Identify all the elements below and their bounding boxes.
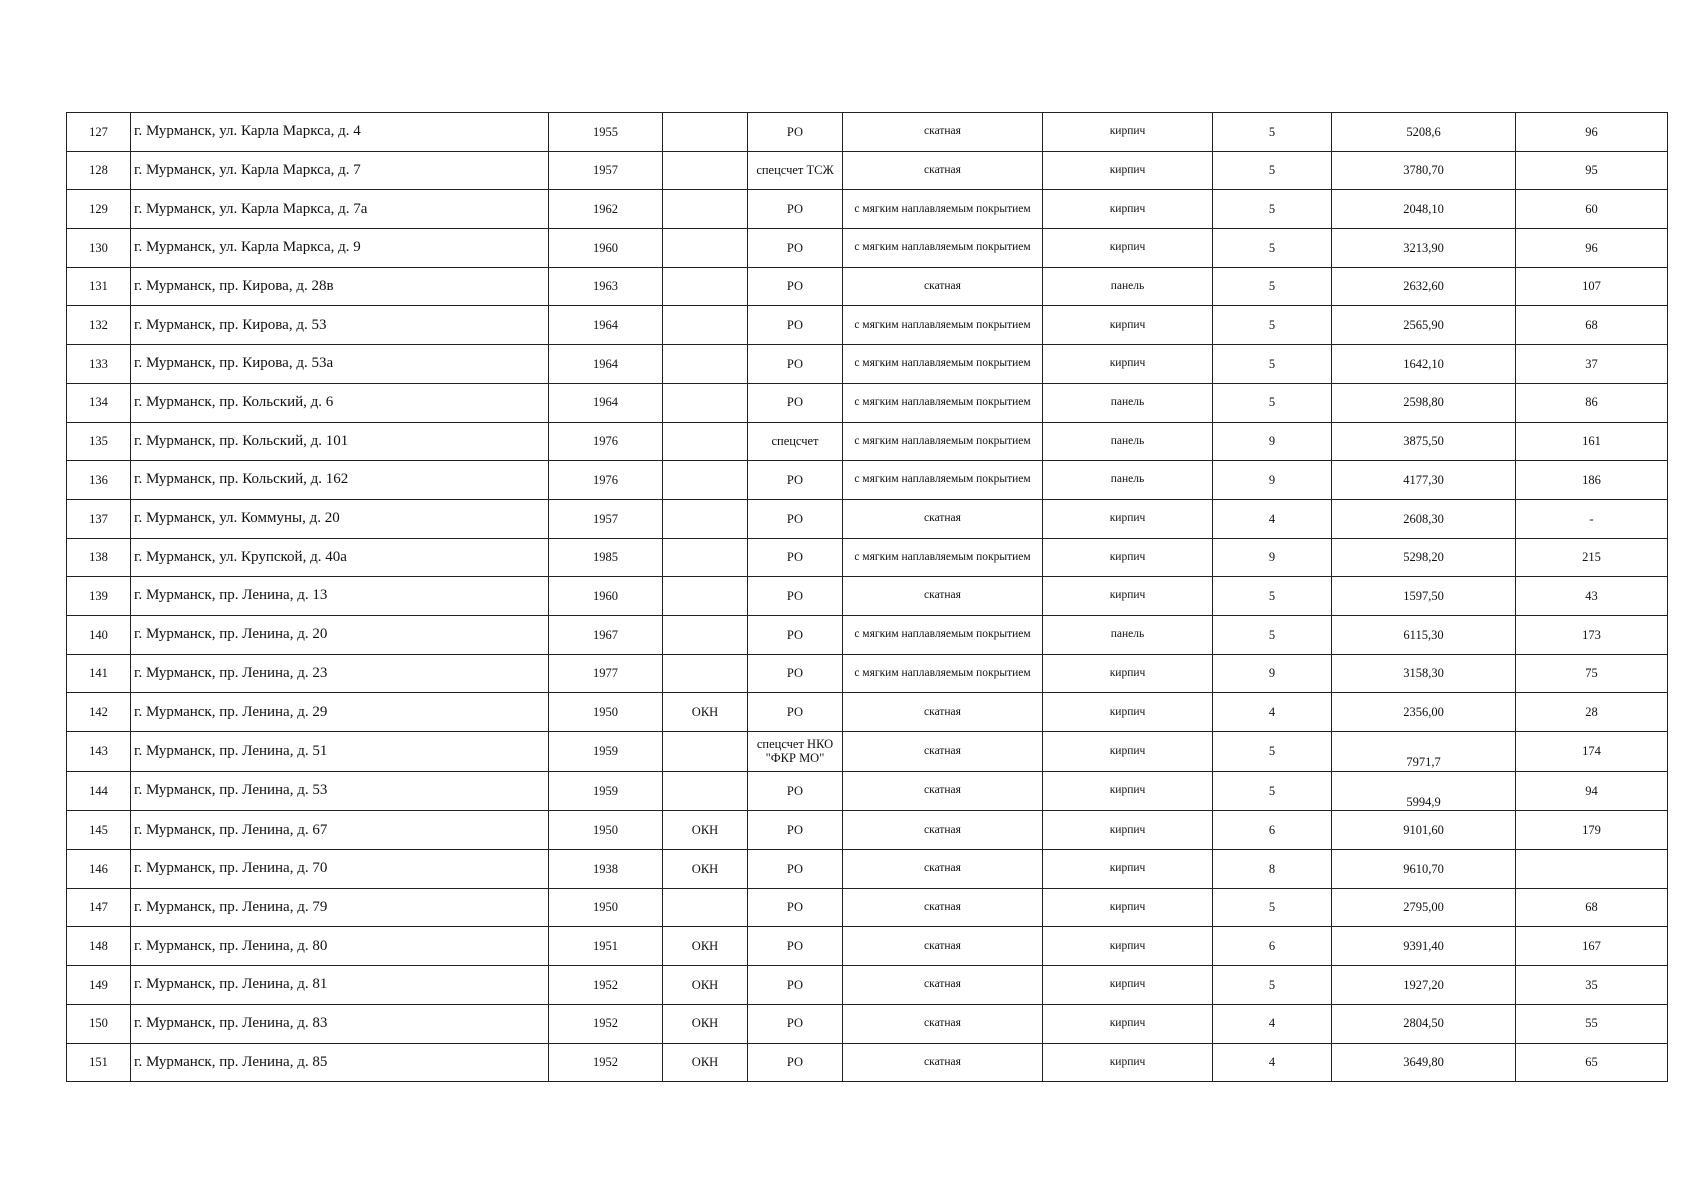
floors-cell: 5 [1213, 771, 1332, 811]
residents-cell: 43 [1516, 577, 1668, 616]
roof-cell: скатная [843, 732, 1043, 772]
year-cell: 1957 [549, 151, 663, 190]
table-row [67, 113, 1668, 152]
floors-cell: 4 [1213, 1043, 1332, 1082]
row-number: 130 [67, 229, 131, 268]
fund-cell: РО [748, 966, 843, 1005]
roof-cell: с мягким наплавляемым покрытием [843, 383, 1043, 422]
fund-cell: РО [748, 383, 843, 422]
row-number: 131 [67, 267, 131, 306]
row-number: 139 [67, 577, 131, 616]
floors-cell: 5 [1213, 732, 1332, 772]
residents-cell: 174 [1516, 732, 1668, 772]
fund-cell: РО [748, 538, 843, 577]
fund-cell: РО [748, 615, 843, 654]
roof-cell: скатная [843, 1043, 1043, 1082]
area-cell: 6115,30 [1332, 615, 1516, 654]
row-number: 127 [67, 113, 131, 152]
fund-cell: РО [748, 811, 843, 850]
roof-cell: с мягким наплавляемым покрытием [843, 615, 1043, 654]
address-cell: г. Мурманск, ул. Карла Маркса, д. 9 [131, 229, 549, 268]
address-cell: г. Мурманск, пр. Кирова, д. 53а [131, 345, 549, 384]
residents-cell: 86 [1516, 383, 1668, 422]
walls-cell: кирпич [1043, 693, 1213, 732]
floors-cell: 5 [1213, 190, 1332, 229]
year-cell: 1950 [549, 811, 663, 850]
row-number: 140 [67, 615, 131, 654]
okn-cell [663, 151, 748, 190]
row-number: 132 [67, 306, 131, 345]
walls-cell: кирпич [1043, 771, 1213, 811]
floors-cell: 9 [1213, 654, 1332, 693]
okn-cell [663, 771, 748, 811]
area-cell: 3649,80 [1332, 1043, 1516, 1082]
walls-cell: кирпич [1043, 1004, 1213, 1043]
residents-cell: 68 [1516, 306, 1668, 345]
area-cell: 2632,60 [1332, 267, 1516, 306]
fund-cell: РО [748, 1043, 843, 1082]
table-row [67, 345, 1668, 384]
okn-cell [663, 190, 748, 229]
fund-cell: РО [748, 267, 843, 306]
row-number: 144 [67, 771, 131, 811]
table-row [67, 422, 1668, 461]
roof-cell: с мягким наплавляемым покрытием [843, 422, 1043, 461]
table-row [67, 151, 1668, 190]
row-number: 149 [67, 966, 131, 1005]
residents-cell: 75 [1516, 654, 1668, 693]
fund-cell: РО [748, 461, 843, 500]
floors-cell: 5 [1213, 383, 1332, 422]
floors-cell: 9 [1213, 422, 1332, 461]
area-cell: 1927,20 [1332, 966, 1516, 1005]
row-number: 146 [67, 850, 131, 889]
address-cell: г. Мурманск, пр. Ленина, д. 79 [131, 888, 549, 927]
walls-cell: панель [1043, 383, 1213, 422]
row-number: 135 [67, 422, 131, 461]
residents-cell: 96 [1516, 113, 1668, 152]
row-number: 147 [67, 888, 131, 927]
roof-cell: с мягким наплавляемым покрытием [843, 345, 1043, 384]
address-cell: г. Мурманск, пр. Ленина, д. 81 [131, 966, 549, 1005]
table-row [67, 732, 1668, 772]
table-row [67, 499, 1668, 538]
address-cell: г. Мурманск, пр. Ленина, д. 51 [131, 732, 549, 772]
walls-cell: кирпич [1043, 966, 1213, 1005]
okn-cell: ОКН [663, 966, 748, 1005]
residents-cell: - [1516, 499, 1668, 538]
walls-cell: кирпич [1043, 811, 1213, 850]
address-cell: г. Мурманск, пр. Ленина, д. 80 [131, 927, 549, 966]
residents-cell: 37 [1516, 345, 1668, 384]
year-cell: 1938 [549, 850, 663, 889]
table-row [67, 693, 1668, 732]
area-cell: 2048,10 [1332, 190, 1516, 229]
residents-cell: 35 [1516, 966, 1668, 1005]
table-row [67, 190, 1668, 229]
fund-cell: спецсчет [748, 422, 843, 461]
address-cell: г. Мурманск, пр. Ленина, д. 29 [131, 693, 549, 732]
okn-cell: ОКН [663, 1043, 748, 1082]
floors-cell: 5 [1213, 888, 1332, 927]
okn-cell [663, 345, 748, 384]
year-cell: 1959 [549, 771, 663, 811]
area-cell: 3213,90 [1332, 229, 1516, 268]
address-cell: г. Мурманск, пр. Ленина, д. 70 [131, 850, 549, 889]
okn-cell [663, 654, 748, 693]
row-number: 151 [67, 1043, 131, 1082]
residents-cell: 95 [1516, 151, 1668, 190]
residents-cell: 96 [1516, 229, 1668, 268]
year-cell: 1964 [549, 306, 663, 345]
roof-cell: скатная [843, 888, 1043, 927]
year-cell: 1964 [549, 383, 663, 422]
year-cell: 1959 [549, 732, 663, 772]
roof-cell: скатная [843, 113, 1043, 152]
residents-cell: 186 [1516, 461, 1668, 500]
fund-cell: РО [748, 229, 843, 268]
fund-cell: РО [748, 654, 843, 693]
table-row [67, 966, 1668, 1005]
okn-cell [663, 461, 748, 500]
fund-cell: РО [748, 1004, 843, 1043]
year-cell: 1957 [549, 499, 663, 538]
roof-cell: скатная [843, 267, 1043, 306]
roof-cell: скатная [843, 577, 1043, 616]
residents-cell: 65 [1516, 1043, 1668, 1082]
okn-cell [663, 615, 748, 654]
okn-cell [663, 422, 748, 461]
year-cell: 1964 [549, 345, 663, 384]
area-cell: 2565,90 [1332, 306, 1516, 345]
floors-cell: 5 [1213, 229, 1332, 268]
roof-cell: скатная [843, 151, 1043, 190]
walls-cell: панель [1043, 267, 1213, 306]
table-row [67, 850, 1668, 889]
address-cell: г. Мурманск, ул. Крупской, д. 40а [131, 538, 549, 577]
address-cell: г. Мурманск, пр. Ленина, д. 83 [131, 1004, 549, 1043]
address-cell: г. Мурманск, пр. Ленина, д. 85 [131, 1043, 549, 1082]
year-cell: 1950 [549, 693, 663, 732]
row-number: 145 [67, 811, 131, 850]
roof-cell: с мягким наплавляемым покрытием [843, 654, 1043, 693]
residents-cell: 94 [1516, 771, 1668, 811]
roof-cell: скатная [843, 966, 1043, 1005]
okn-cell [663, 499, 748, 538]
okn-cell [663, 229, 748, 268]
fund-cell: РО [748, 577, 843, 616]
area-cell: 5994,9 [1332, 771, 1516, 811]
okn-cell: ОКН [663, 811, 748, 850]
year-cell: 1950 [549, 888, 663, 927]
residents-cell: 28 [1516, 693, 1668, 732]
table-body [67, 113, 1668, 1082]
walls-cell: панель [1043, 615, 1213, 654]
floors-cell: 6 [1213, 811, 1332, 850]
roof-cell: скатная [843, 811, 1043, 850]
row-number: 143 [67, 732, 131, 772]
row-number: 136 [67, 461, 131, 500]
address-cell: г. Мурманск, пр. Кирова, д. 53 [131, 306, 549, 345]
floors-cell: 5 [1213, 615, 1332, 654]
year-cell: 1960 [549, 229, 663, 268]
roof-cell: скатная [843, 927, 1043, 966]
year-cell: 1952 [549, 1043, 663, 1082]
table-row [67, 577, 1668, 616]
residents-cell: 60 [1516, 190, 1668, 229]
table-row [67, 461, 1668, 500]
walls-cell: кирпич [1043, 190, 1213, 229]
row-number: 148 [67, 927, 131, 966]
floors-cell: 4 [1213, 693, 1332, 732]
fund-cell: РО [748, 771, 843, 811]
residents-cell: 167 [1516, 927, 1668, 966]
area-cell: 3780,70 [1332, 151, 1516, 190]
fund-cell: РО [748, 850, 843, 889]
fund-cell: РО [748, 888, 843, 927]
year-cell: 1960 [549, 577, 663, 616]
area-cell: 2804,50 [1332, 1004, 1516, 1043]
area-cell: 2598,80 [1332, 383, 1516, 422]
row-number: 134 [67, 383, 131, 422]
roof-cell: с мягким наплавляемым покрытием [843, 190, 1043, 229]
address-cell: г. Мурманск, пр. Ленина, д. 67 [131, 811, 549, 850]
year-cell: 1952 [549, 1004, 663, 1043]
address-cell: г. Мурманск, ул. Карла Маркса, д. 4 [131, 113, 549, 152]
area-cell: 3875,50 [1332, 422, 1516, 461]
walls-cell: кирпич [1043, 538, 1213, 577]
floors-cell: 5 [1213, 345, 1332, 384]
walls-cell: кирпич [1043, 850, 1213, 889]
table-row [67, 1004, 1668, 1043]
area-cell: 9391,40 [1332, 927, 1516, 966]
area-cell: 9101,60 [1332, 811, 1516, 850]
roof-cell: скатная [843, 771, 1043, 811]
area-cell: 2795,00 [1332, 888, 1516, 927]
address-cell: г. Мурманск, пр. Кольский, д. 101 [131, 422, 549, 461]
address-cell: г. Мурманск, пр. Ленина, д. 13 [131, 577, 549, 616]
walls-cell: кирпич [1043, 499, 1213, 538]
area-cell: 4177,30 [1332, 461, 1516, 500]
row-number: 128 [67, 151, 131, 190]
okn-cell: ОКН [663, 1004, 748, 1043]
roof-cell: скатная [843, 850, 1043, 889]
walls-cell: кирпич [1043, 1043, 1213, 1082]
floors-cell: 9 [1213, 538, 1332, 577]
residents-cell: 55 [1516, 1004, 1668, 1043]
roof-cell: скатная [843, 499, 1043, 538]
table-row [67, 538, 1668, 577]
walls-cell: кирпич [1043, 306, 1213, 345]
floors-cell: 6 [1213, 927, 1332, 966]
roof-cell: с мягким наплавляемым покрытием [843, 306, 1043, 345]
floors-cell: 5 [1213, 966, 1332, 1005]
okn-cell [663, 888, 748, 927]
walls-cell: кирпич [1043, 113, 1213, 152]
walls-cell: кирпич [1043, 577, 1213, 616]
area-cell: 5208,6 [1332, 113, 1516, 152]
roof-cell: скатная [843, 693, 1043, 732]
fund-cell: спецсчет ТСЖ [748, 151, 843, 190]
table-row [67, 1043, 1668, 1082]
area-cell: 7971,7 [1332, 732, 1516, 772]
table-row [67, 267, 1668, 306]
row-number: 133 [67, 345, 131, 384]
area-cell: 1597,50 [1332, 577, 1516, 616]
area-cell: 5298,20 [1332, 538, 1516, 577]
year-cell: 1955 [549, 113, 663, 152]
address-cell: г. Мурманск, ул. Карла Маркса, д. 7а [131, 190, 549, 229]
table-row [67, 888, 1668, 927]
okn-cell [663, 538, 748, 577]
okn-cell [663, 267, 748, 306]
walls-cell: панель [1043, 461, 1213, 500]
walls-cell: кирпич [1043, 654, 1213, 693]
year-cell: 1951 [549, 927, 663, 966]
year-cell: 1967 [549, 615, 663, 654]
okn-cell [663, 383, 748, 422]
address-cell: г. Мурманск, пр. Ленина, д. 53 [131, 771, 549, 811]
table-row [67, 383, 1668, 422]
area-cell: 3158,30 [1332, 654, 1516, 693]
address-cell: г. Мурманск, пр. Кольский, д. 6 [131, 383, 549, 422]
residents-cell: 215 [1516, 538, 1668, 577]
walls-cell: панель [1043, 422, 1213, 461]
table-row [67, 306, 1668, 345]
year-cell: 1963 [549, 267, 663, 306]
address-cell: г. Мурманск, ул. Коммуны, д. 20 [131, 499, 549, 538]
roof-cell: с мягким наплавляемым покрытием [843, 461, 1043, 500]
residents-cell: 161 [1516, 422, 1668, 461]
floors-cell: 9 [1213, 461, 1332, 500]
area-cell: 2356,00 [1332, 693, 1516, 732]
residents-cell: 179 [1516, 811, 1668, 850]
residents-cell: 68 [1516, 888, 1668, 927]
table-row [67, 615, 1668, 654]
year-cell: 1976 [549, 422, 663, 461]
fund-cell: РО [748, 927, 843, 966]
table-row [67, 771, 1668, 811]
floors-cell: 5 [1213, 151, 1332, 190]
okn-cell [663, 732, 748, 772]
residents-cell: 107 [1516, 267, 1668, 306]
address-cell: г. Мурманск, пр. Кольский, д. 162 [131, 461, 549, 500]
floors-cell: 4 [1213, 1004, 1332, 1043]
walls-cell: кирпич [1043, 229, 1213, 268]
address-cell: г. Мурманск, пр. Ленина, д. 20 [131, 615, 549, 654]
walls-cell: кирпич [1043, 888, 1213, 927]
address-cell: г. Мурманск, пр. Ленина, д. 23 [131, 654, 549, 693]
row-number: 129 [67, 190, 131, 229]
okn-cell: ОКН [663, 850, 748, 889]
roof-cell: скатная [843, 1004, 1043, 1043]
row-number: 141 [67, 654, 131, 693]
residents-cell [1516, 850, 1668, 889]
floors-cell: 5 [1213, 113, 1332, 152]
fund-cell: РО [748, 345, 843, 384]
fund-cell: РО [748, 113, 843, 152]
year-cell: 1952 [549, 966, 663, 1005]
table-row [67, 811, 1668, 850]
year-cell: 1985 [549, 538, 663, 577]
row-number: 150 [67, 1004, 131, 1043]
roof-cell: с мягким наплавляемым покрытием [843, 229, 1043, 268]
year-cell: 1976 [549, 461, 663, 500]
table-row [67, 927, 1668, 966]
walls-cell: кирпич [1043, 732, 1213, 772]
area-cell: 2608,30 [1332, 499, 1516, 538]
fund-cell: РО [748, 693, 843, 732]
residents-cell: 173 [1516, 615, 1668, 654]
fund-cell: спецсчет НКО "ФКР МО" [748, 732, 843, 772]
okn-cell: ОКН [663, 693, 748, 732]
floors-cell: 5 [1213, 577, 1332, 616]
row-number: 137 [67, 499, 131, 538]
floors-cell: 5 [1213, 267, 1332, 306]
walls-cell: кирпич [1043, 151, 1213, 190]
area-cell: 1642,10 [1332, 345, 1516, 384]
fund-cell: РО [748, 190, 843, 229]
roof-cell: с мягким наплавляемым покрытием [843, 538, 1043, 577]
walls-cell: кирпич [1043, 927, 1213, 966]
area-cell: 9610,70 [1332, 850, 1516, 889]
table-row [67, 654, 1668, 693]
floors-cell: 4 [1213, 499, 1332, 538]
fund-cell: РО [748, 499, 843, 538]
okn-cell [663, 577, 748, 616]
okn-cell [663, 113, 748, 152]
address-cell: г. Мурманск, пр. Кирова, д. 28в [131, 267, 549, 306]
walls-cell: кирпич [1043, 345, 1213, 384]
okn-cell [663, 306, 748, 345]
housing-table [66, 112, 1668, 1082]
table-row [67, 229, 1668, 268]
address-cell: г. Мурманск, ул. Карла Маркса, д. 7 [131, 151, 549, 190]
floors-cell: 5 [1213, 306, 1332, 345]
floors-cell: 8 [1213, 850, 1332, 889]
row-number: 138 [67, 538, 131, 577]
row-number: 142 [67, 693, 131, 732]
okn-cell: ОКН [663, 927, 748, 966]
fund-cell: РО [748, 306, 843, 345]
year-cell: 1962 [549, 190, 663, 229]
year-cell: 1977 [549, 654, 663, 693]
